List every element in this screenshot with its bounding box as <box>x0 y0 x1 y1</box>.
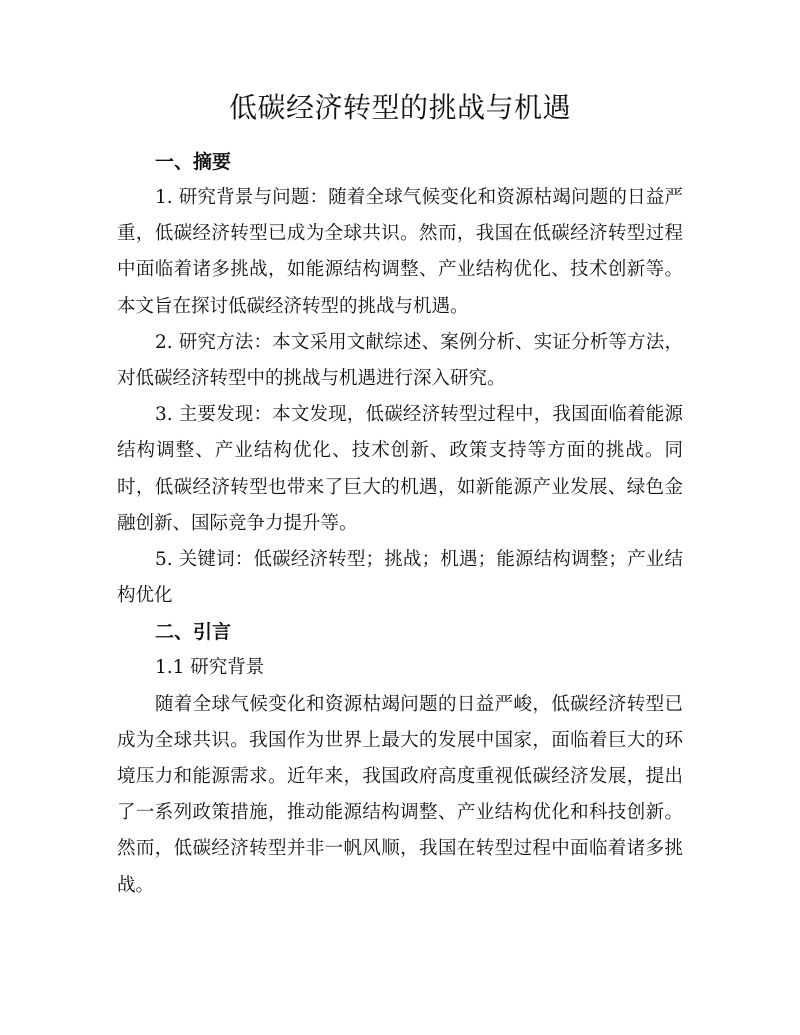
introduction-paragraph: 随着全球气候变化和资源枯竭问题的日益严峻，低碳经济转型已成为全球共识。我国作为世界上最大的发展中国家，面临着巨大的环境压力和能源需求。近年来，我国政府高度重视低碳经济发展，提出了一系列政策措施，推动能源结构调整、产业结构优化和科技创新。然而，低碳经济转型并非一帆风顺，我国在转型过程中面临着诸多挑战。 <box>117 693 683 896</box>
document-body <box>117 144 683 904</box>
abstract-paragraph-methods: 2. 研究方法：本文采用文献综述、案例分析、实证分析等方法，对低碳经济转型中的挑战与机遇进行深入研究。 <box>117 331 683 390</box>
introduction-heading: 二、引言 <box>155 621 232 644</box>
abstract-paragraph-findings: 3. 主要发现：本文发现，低碳经济转型过程中，我国面临着能源结构调整、产业结构优化、技术创新、政策支持等方面的挑战。同时，低碳经济转型也带来了巨大的机遇，如新能源产业发展、绿色金融创新、国际竞争力提升等。 <box>117 404 683 534</box>
document-title: 低碳经济转型的挑战与机遇 <box>228 91 571 124</box>
abstract-paragraph-background: 1. 研究背景与问题：随着全球气候变化和资源枯竭问题的日益严重，低碳经济转型已成为全球共识。然而，我国在低碳经济转型过程中面临着诸多挑战，如能源结构调整、产业结构优化、技术创新等。本文旨在探讨低碳经济转型的挑战与机遇。 <box>117 187 683 317</box>
introduction-subheading: 1.1 研究背景 <box>155 657 265 679</box>
abstract-paragraph-keywords: 5. 关键词：低碳经济转型；挑战；机遇；能源结构调整；产业结构优化 <box>117 549 683 607</box>
abstract-heading: 一、摘要 <box>155 151 232 173</box>
